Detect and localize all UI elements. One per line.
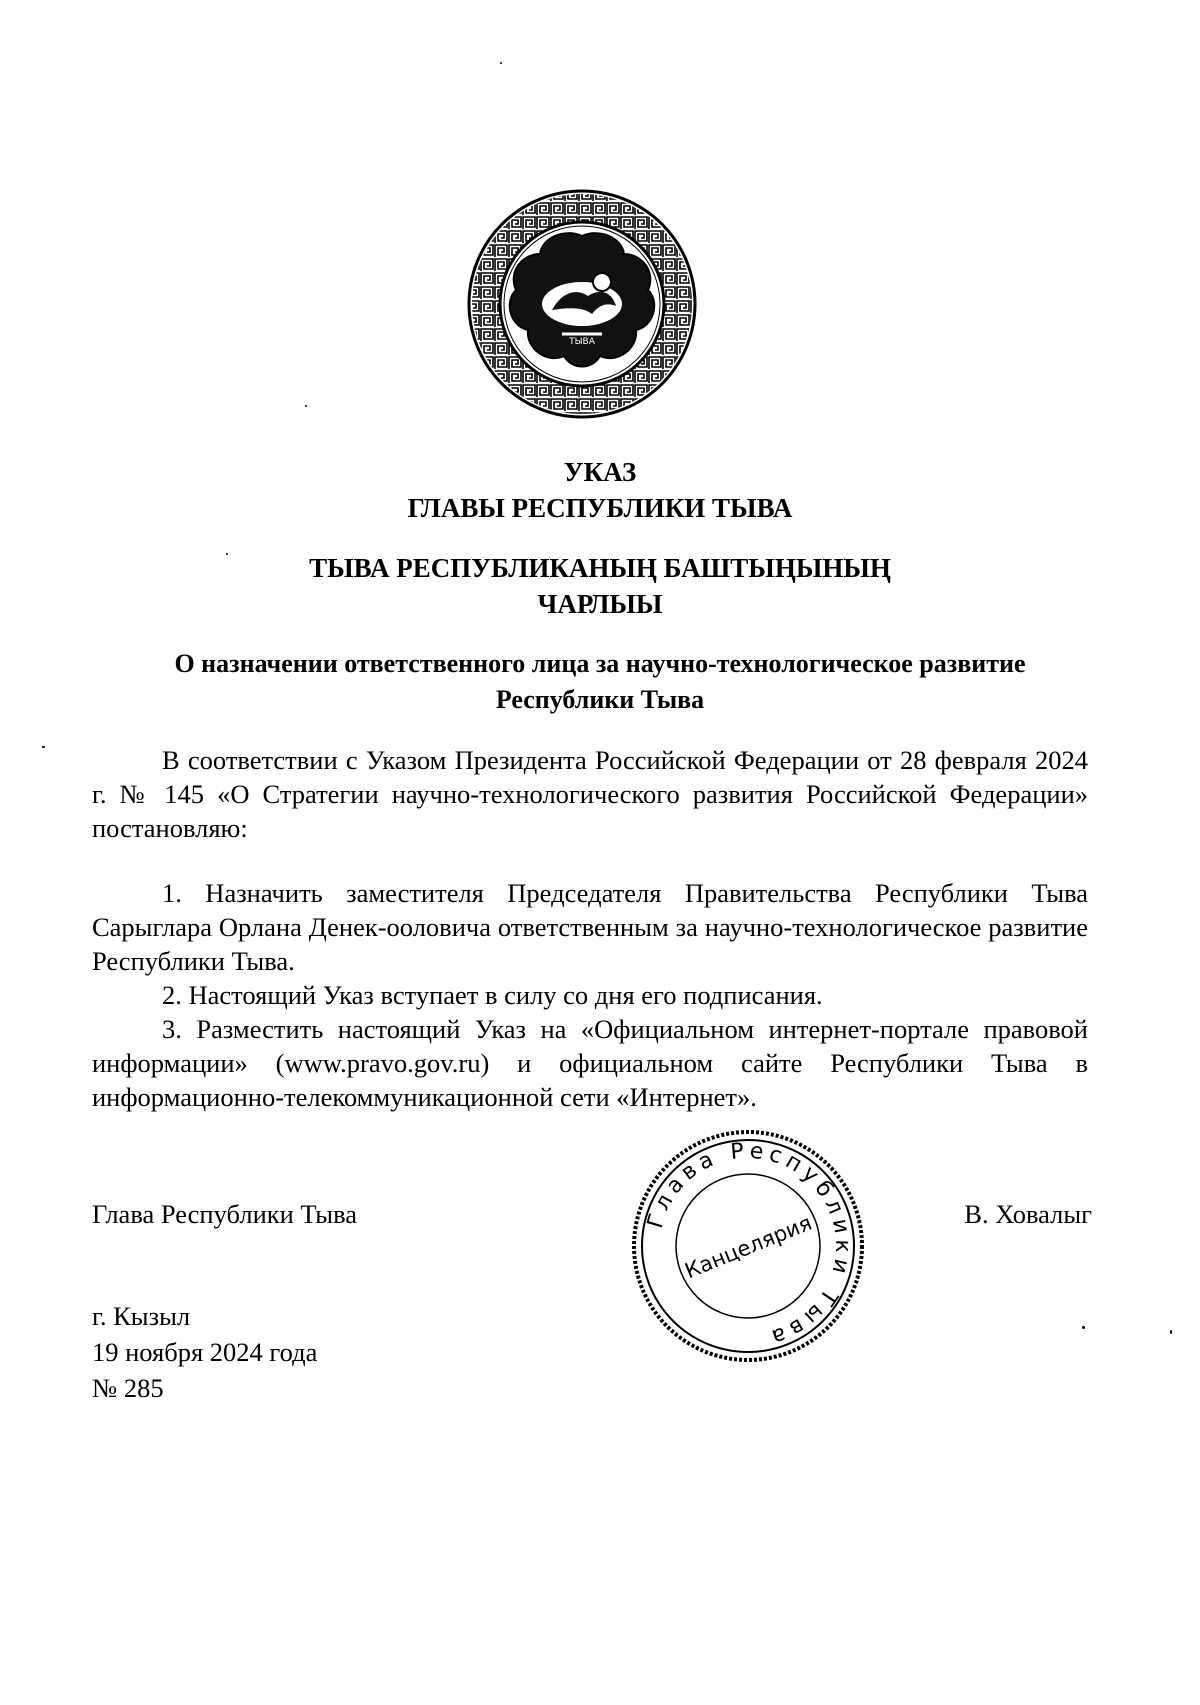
scan-speck	[1082, 1326, 1085, 1329]
decree-heading-russian	[0, 454, 1200, 526]
title-line-2: Республики Тыва	[495, 685, 705, 714]
coat-of-arms-emblem	[466, 188, 698, 420]
decree-item-1: 1. Назначить заместителя Председателя Правительства Республики Тыва Сарыглара Орлана Денек-ооловича ответственным за научно-технологическое развитие Республики Тыва.	[92, 878, 1088, 976]
signatory-position: Глава Республики Тыва	[92, 1199, 358, 1229]
decree-heading-tuvan	[0, 550, 1200, 622]
heading-line-1: УКАЗ	[563, 457, 637, 487]
scan-speck	[1170, 1330, 1172, 1334]
decree-title	[120, 646, 1080, 718]
intro-text: В соответствии с Указом Президента Российской Федерации от 28 февраля 2024 г. № 145 «О Стратегии научно-технологического развития Российской Федерации» постановляю:	[92, 745, 1088, 843]
emblem-label: ТЫВА	[569, 337, 595, 347]
intro-paragraph	[92, 743, 1088, 845]
heading-line-2: ГЛАВЫ РЕСПУБЛИКИ ТЫВА	[407, 493, 793, 523]
decree-number: № 285	[92, 1373, 164, 1403]
decree-city: г. Кызыл	[92, 1301, 191, 1331]
scan-speck	[226, 553, 228, 555]
decree-date: 19 ноября 2024 года	[92, 1337, 318, 1367]
decree-item-3: 3. Разместить настоящий Указ на «Официальном интернет-портале правовой информации» (www.pravo.gov.ru) и официальном сайте Республики Тыва в информационно-телекоммуникационной сети «Интернет».	[92, 1014, 1088, 1112]
stamp-center-text: Канцелярия	[681, 1210, 816, 1284]
heading-line-4: ЧАРЛЫЫ	[537, 589, 663, 619]
decree-item-2: 2. Настоящий Указ вступает в силу со дня его подписания.	[162, 980, 823, 1010]
decree-place-date-number	[92, 1298, 317, 1406]
decree-items	[92, 876, 1088, 1114]
signatory-name: В. Ховалыг	[964, 1199, 1092, 1229]
scan-speck	[500, 62, 502, 64]
scan-speck	[305, 405, 307, 407]
title-line-1: О назначении ответственного лица за научно-технологическое развитие	[174, 649, 1026, 678]
office-stamp	[628, 1126, 868, 1366]
scan-speck	[42, 746, 45, 748]
stamp-ring-text: Глава Республики Тыва	[642, 1138, 856, 1351]
heading-line-3: ТЫВА РЕСПУБЛИКАНЫҢ БАШТЫҢЫНЫҢ	[309, 553, 891, 583]
